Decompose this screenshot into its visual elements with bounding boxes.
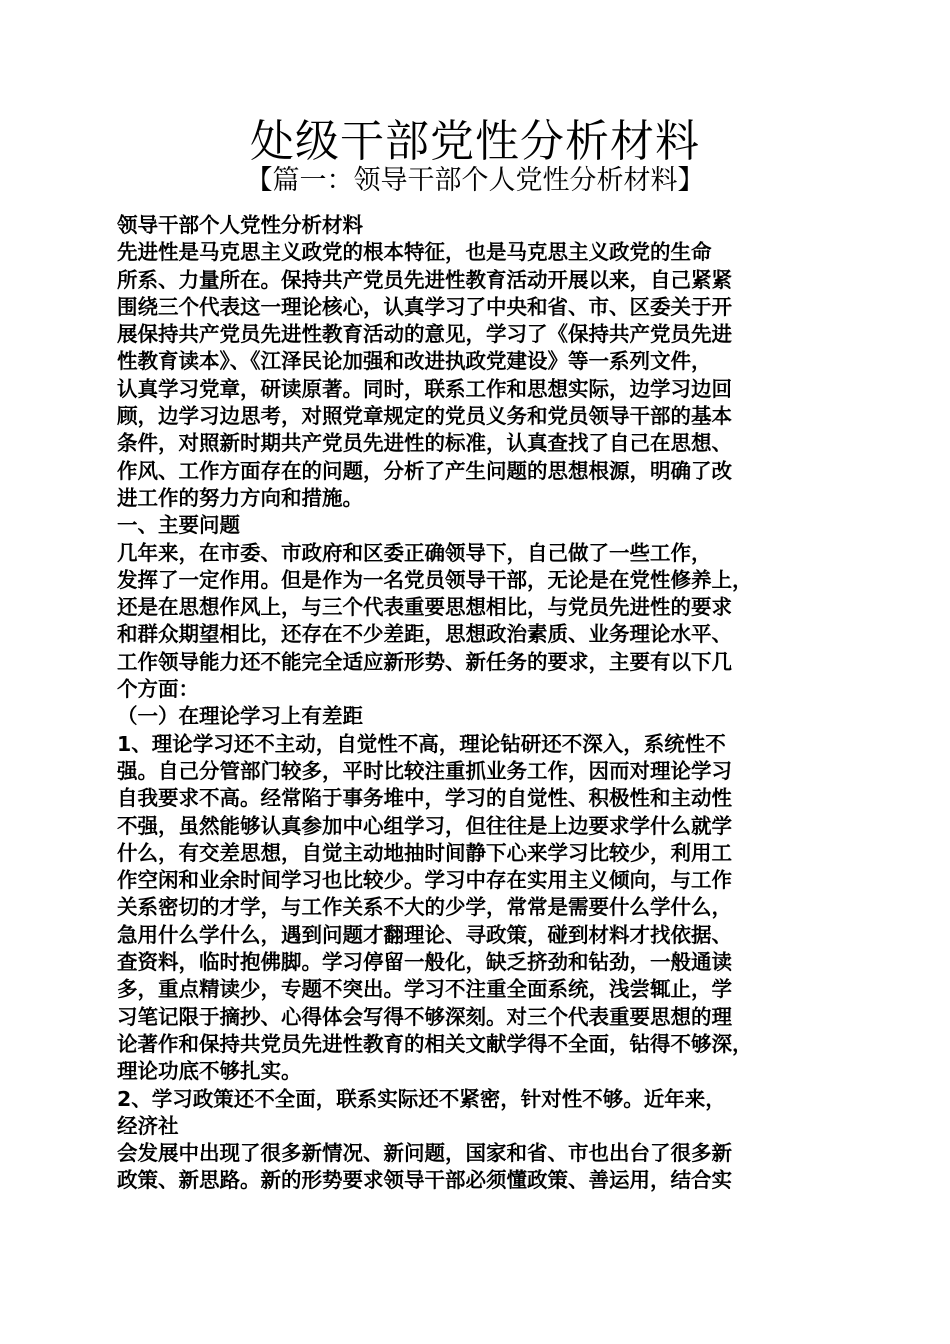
paragraph-line: 经济社 [117,1113,179,1138]
paragraph-line: 一、主要问题 [117,513,240,538]
paragraph-line: 强。自己分管部门较多，平时比较注重抓业务工作，因而对理论学习 [117,758,732,783]
paragraph-line: 个方面： [117,677,199,702]
paragraph-line: 自我要求不高。经常陷于事务堆中，学习的自觉性、积极性和主动性 [117,786,732,811]
document-subtitle: 【篇一：领导干部个人党性分析材料】 [245,165,705,196]
paragraph-line: 作风、工作方面存在的问题，分析了产生问题的思想根源，明确了改 [117,458,732,483]
paragraph-line: 作空闲和业余时间学习也比较少。学习中存在实用主义倾向，与工作 [117,868,732,893]
document-body [117,212,842,1195]
paragraph-line: 多，重点精读少，专题不突出。学习不注重全面系统，浅尝辄止，学 [117,977,732,1002]
paragraph-line: 会发展中出现了很多新情况、新问题，国家和省、市也出台了很多新 [117,1141,732,1166]
paragraph-line: 什么，有交差思想，自觉主动地抽时间静下心来学习比较少，利用工 [117,840,732,865]
paragraph-line: 几年来，在市委、市政府和区委正确领导下，自己做了一些工作， [117,540,712,565]
paragraph-line: 展保持共产党员先进性教育活动的意见，学习了《保持共产党员先进 [117,322,732,347]
paragraph-line: 顾，边学习边思考，对照党章规定的党员义务和党员领导干部的基本 [117,404,732,429]
paragraph-line: 和群众期望相比，还存在不少差距，思想政治素质、业务理论水平、 [117,622,732,647]
paragraph-line: 习笔记限于摘抄、心得体会写得不够深刻。对三个代表重要思想的理 [117,1004,732,1029]
paragraph-line: 理论功底不够扎实。 [117,1059,302,1084]
paragraph-line: 进工作的努力方向和措施。 [117,485,363,510]
paragraph-line: 发挥了一定作用。但是作为一名党员领导干部，无论是在党性修养上， [117,567,753,592]
paragraph-line: 还是在思想作风上，与三个代表重要思想相比，与党员先进性的要求 [117,595,732,620]
paragraph-line: 不强，虽然能够认真参加中心组学习，但往往是上边要求学什么就学 [117,813,732,838]
paragraph-line: 查资料，临时抱佛脚。学习停留一般化，缺乏挤劲和钻劲，一般通读 [117,950,732,975]
paragraph-line: 政策、新思路。新的形势要求领导干部必须懂政策、善运用，结合实 [117,1168,732,1193]
paragraph-line: 领导干部个人党性分析材料 [117,213,363,237]
document-title: 处级干部党性分析材料 [250,116,700,167]
paragraph-line: 急用什么学什么，遇到问题才翻理论、寻政策，碰到材料才找依据、 [117,922,732,947]
paragraph-line: 1、理论学习还不主动，自觉性不高，理论钻研还不深入，系统性不 [117,731,726,756]
paragraph-line: 认真学习党章，研读原著。同时，联系工作和思想实际，边学习边回 [117,376,732,401]
paragraph-line: 工作领导能力还不能完全适应新形势、新任务的要求，主要有以下几 [117,649,732,674]
paragraph-line: 2、学习政策还不全面，联系实际还不紧密，针对性不够。近年来， [117,1086,726,1111]
paragraph-line: 性教育读本》、《江泽民论加强和改进执政党建设》等一系列文件， [117,349,712,374]
paragraph-line: 围绕三个代表这一理论核心，认真学习了中央和省、市、区委关于开 [117,294,732,319]
paragraph-line: 论著作和保持共党员先进性教育的相关文献学得不全面，钻得不够深， [117,1031,753,1056]
paragraph-line: 所系、力量所在。保持共产党员先进性教育活动开展以来，自己紧紧 [117,267,732,292]
paragraph-line: （一）在理论学习上有差距 [117,704,363,729]
paragraph-line: 先进性是马克思主义政党的根本特征，也是马克思主义政党的生命 [117,240,712,265]
paragraph-line: 条件，对照新时期共产党员先进性的标准，认真查找了自己在思想、 [117,431,732,456]
paragraph-line: 关系密切的才学，与工作关系不大的少学，常常是需要什么学什么， [117,895,732,920]
